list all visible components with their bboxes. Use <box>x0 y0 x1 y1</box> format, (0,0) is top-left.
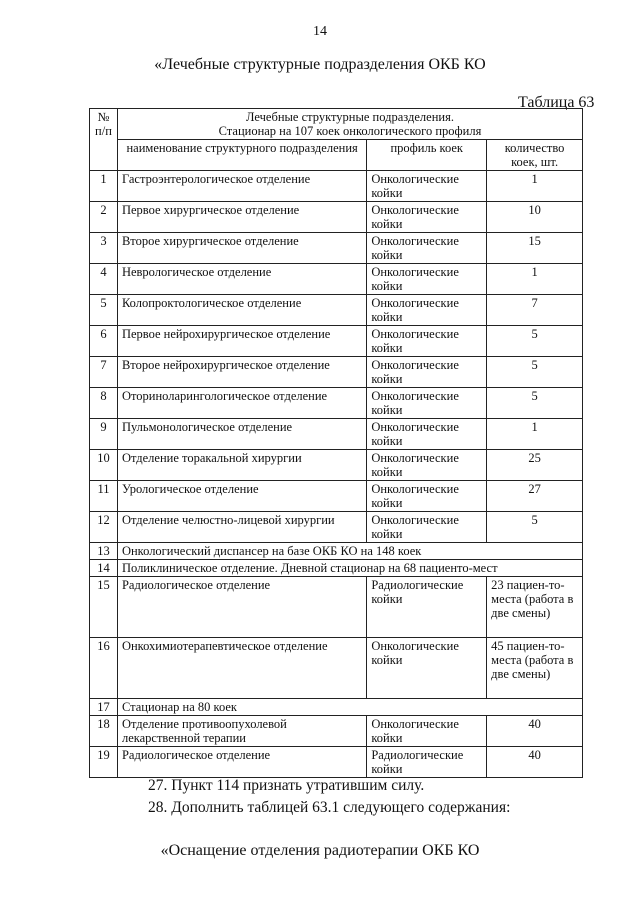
row-num: 11 <box>90 481 118 512</box>
row-count: 5 <box>487 326 583 357</box>
row-num: 4 <box>90 264 118 295</box>
table-row <box>90 171 583 202</box>
header-profile: профиль коек <box>367 140 487 171</box>
row-profile: Онкологические койки <box>367 171 487 202</box>
row-profile: Радиологические койки <box>367 747 487 778</box>
row-count: 1 <box>487 419 583 450</box>
row-profile: Онкологические койки <box>367 638 487 699</box>
row-num: 14 <box>90 560 118 577</box>
row-name: Урологическое отделение <box>117 481 366 512</box>
row-profile: Онкологические койки <box>367 295 487 326</box>
row-name: Отделение челюстно-лицевой хирургии <box>117 512 366 543</box>
table-subheader-row <box>90 140 583 171</box>
row-count: 40 <box>487 716 583 747</box>
footer-item-27: 27. Пункт 114 признать утратившим силу. <box>148 777 425 794</box>
row-num: 15 <box>90 577 118 638</box>
header-group-line1: Лечебные структурные подразделения. <box>246 110 454 124</box>
row-name: Первое нейрохирургическое отделение <box>117 326 366 357</box>
table-row <box>90 747 583 778</box>
row-count: 1 <box>487 264 583 295</box>
row-count: 15 <box>487 233 583 264</box>
row-section-text: Онкологический диспансер на базе ОКБ КО на 148 коек <box>117 543 582 560</box>
header-group <box>117 109 582 140</box>
row-num: 18 <box>90 716 118 747</box>
row-num: 16 <box>90 638 118 699</box>
row-num: 12 <box>90 512 118 543</box>
table-section-row <box>90 543 583 560</box>
row-profile: Онкологические койки <box>367 481 487 512</box>
table-row <box>90 638 583 699</box>
row-section-text: Поликлиническое отделение. Дневной стационар на 68 пациенто-мест <box>117 560 582 577</box>
table-section-row <box>90 560 583 577</box>
row-num: 3 <box>90 233 118 264</box>
table-row <box>90 716 583 747</box>
row-name: Онкохимиотерапевтическое отделение <box>117 638 366 699</box>
row-count: 27 <box>487 481 583 512</box>
table-row <box>90 388 583 419</box>
departments-table <box>89 108 583 778</box>
row-count: 7 <box>487 295 583 326</box>
row-num: 2 <box>90 202 118 233</box>
row-name: Неврологическое отделение <box>117 264 366 295</box>
table-row <box>90 481 583 512</box>
row-profile: Онкологические койки <box>367 716 487 747</box>
row-profile: Онкологические койки <box>367 233 487 264</box>
row-num: 17 <box>90 699 118 716</box>
table-row <box>90 326 583 357</box>
row-profile: Онкологические койки <box>367 264 487 295</box>
row-count: 10 <box>487 202 583 233</box>
row-num: 1 <box>90 171 118 202</box>
table-row <box>90 419 583 450</box>
table-label: Таблица 63 <box>518 94 595 111</box>
row-name: Оториноларингологическое отделение <box>117 388 366 419</box>
table-row <box>90 512 583 543</box>
table-row <box>90 264 583 295</box>
row-num: 19 <box>90 747 118 778</box>
table-row <box>90 295 583 326</box>
row-name: Второе хирургическое отделение <box>117 233 366 264</box>
row-num: 8 <box>90 388 118 419</box>
row-num: 10 <box>90 450 118 481</box>
row-name: Отделение торакальной хирургии <box>117 450 366 481</box>
header-num: № п/п <box>90 109 118 171</box>
document-heading: «Лечебные структурные подразделения ОКБ КО <box>154 56 486 73</box>
row-name: Радиологическое отделение <box>117 747 366 778</box>
header-name: наименование структурного подразделения <box>117 140 366 171</box>
table-row <box>90 357 583 388</box>
row-count: 1 <box>487 171 583 202</box>
row-name: Первое хирургическое отделение <box>117 202 366 233</box>
row-name: Гастроэнтерологическое отделение <box>117 171 366 202</box>
row-count: 40 <box>487 747 583 778</box>
row-count: 23 пациен-то-места (работа в две смены) <box>487 577 583 638</box>
row-profile: Онкологические койки <box>367 388 487 419</box>
table-row <box>90 233 583 264</box>
row-section-text: Стационар на 80 коек <box>117 699 582 716</box>
row-name: Второе нейрохирургическое отделение <box>117 357 366 388</box>
page-number: 14 <box>313 24 327 39</box>
row-profile: Онкологические койки <box>367 326 487 357</box>
row-profile: Онкологические койки <box>367 419 487 450</box>
row-name: Радиологическое отделение <box>117 577 366 638</box>
table-section-row <box>90 699 583 716</box>
row-name: Отделение противоопухолевой лекарственной терапии <box>117 716 366 747</box>
table-header-row <box>90 109 583 140</box>
row-count: 45 пациен-то-места (работа в две смены) <box>487 638 583 699</box>
row-profile: Онкологические койки <box>367 450 487 481</box>
row-count: 25 <box>487 450 583 481</box>
row-name: Колопроктологическое отделение <box>117 295 366 326</box>
row-num: 7 <box>90 357 118 388</box>
row-num: 6 <box>90 326 118 357</box>
row-name: Пульмонологическое отделение <box>117 419 366 450</box>
row-count: 5 <box>487 388 583 419</box>
table-row <box>90 450 583 481</box>
table-row <box>90 577 583 638</box>
row-count: 5 <box>487 512 583 543</box>
footer-item-28: 28. Дополнить таблицей 63.1 следующего содержания: <box>148 799 511 816</box>
row-count: 5 <box>487 357 583 388</box>
row-num: 9 <box>90 419 118 450</box>
header-count: количество коек, шт. <box>487 140 583 171</box>
row-profile: Онкологические койки <box>367 512 487 543</box>
table-body <box>90 171 583 778</box>
row-num: 13 <box>90 543 118 560</box>
table-row <box>90 202 583 233</box>
row-num: 5 <box>90 295 118 326</box>
next-table-heading: «Оснащение отделения радиотерапии ОКБ КО <box>160 842 480 859</box>
row-profile: Онкологические койки <box>367 357 487 388</box>
header-group-line2: Стационар на 107 коек онкологического профиля <box>218 124 482 138</box>
row-profile: Онкологические койки <box>367 202 487 233</box>
row-profile: Радиологические койки <box>367 577 487 638</box>
